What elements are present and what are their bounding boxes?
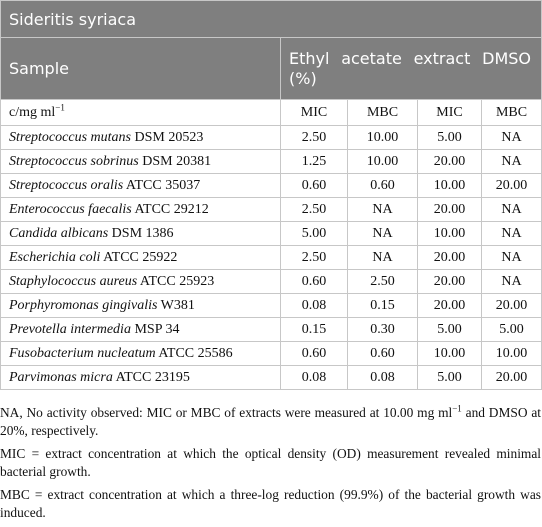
unit-row	[1, 100, 542, 126]
strain-id: W381	[160, 297, 195, 313]
mic-1-cell: 0.60	[281, 270, 348, 294]
mbc-2-cell: 20.00	[482, 294, 542, 318]
table-row	[1, 270, 542, 294]
mbc-2-cell: NA	[482, 246, 542, 270]
mic-1-cell: 2.50	[281, 198, 348, 222]
strain-id: ATCC 29212	[134, 201, 209, 217]
mbc-1-cell: 10.00	[348, 126, 418, 150]
mic-1-cell: 0.60	[281, 342, 348, 366]
mbc-2-cell: NA	[482, 222, 542, 246]
species-name: Escherichia coli	[9, 249, 101, 265]
sample-cell	[1, 150, 281, 174]
mic-1-cell: 2.50	[281, 126, 348, 150]
strain-id: DSM 20381	[142, 153, 212, 169]
species-name: Staphylococcus aureus	[9, 273, 138, 289]
species-name: Porphyromonas gingivalis	[9, 297, 158, 313]
table-row	[1, 342, 542, 366]
mbc-2-cell: NA	[482, 270, 542, 294]
table-title-row	[1, 1, 542, 38]
sample-cell	[1, 270, 281, 294]
strain-id: ATCC 25923	[139, 273, 215, 289]
na-footnote-tail: and DMSO at 20%, respectively.	[0, 405, 541, 438]
table-row	[1, 222, 542, 246]
col-header-mbc-2: MBC	[482, 100, 542, 126]
extract-header: Ethyl acetate extract DMSO (%)	[281, 38, 542, 100]
mbc-2-cell: NA	[482, 126, 542, 150]
mic-2-cell: 20.00	[418, 294, 482, 318]
unit-prefix: c/mg ml	[9, 104, 56, 120]
mbc-1-cell: 0.60	[348, 174, 418, 198]
mic-2-cell: 5.00	[418, 366, 482, 390]
strain-id: ATCC 25922	[103, 249, 178, 265]
na-footnote-superscript: −1	[452, 403, 462, 414]
mic-footnote: MIC = extract concentration at which the optical density (OD) measurement revealed minimal bacterial growth.	[0, 446, 541, 479]
mic-2-cell: 5.00	[418, 126, 482, 150]
sample-cell	[1, 222, 281, 246]
mic-2-cell: 5.00	[418, 318, 482, 342]
mic-1-cell: 0.60	[281, 174, 348, 198]
mbc-1-cell: NA	[348, 222, 418, 246]
mic-2-cell: 10.00	[418, 222, 482, 246]
mic-2-cell: 20.00	[418, 198, 482, 222]
table-row	[1, 126, 542, 150]
table-row	[1, 174, 542, 198]
mbc-2-cell: 5.00	[482, 318, 542, 342]
table-row	[1, 318, 542, 342]
table-row	[1, 198, 542, 222]
mbc-1-cell: 0.30	[348, 318, 418, 342]
mbc-1-cell: 0.60	[348, 342, 418, 366]
mbc-1-cell: 10.00	[348, 150, 418, 174]
strain-id: ATCC 25586	[158, 345, 233, 361]
col-header-mbc-1: MBC	[348, 100, 418, 126]
table-footnotes	[0, 404, 541, 527]
mbc-1-cell: 0.08	[348, 366, 418, 390]
species-name: Enterococcus faecalis	[9, 201, 132, 217]
strain-id: ATCC 23195	[115, 369, 190, 385]
table-title: Sideritis syriaca	[1, 1, 542, 38]
mbc-footnote: MBC = extract concentration at which a three-log reduction (99.9%) of the bacterial growth was induced.	[0, 487, 541, 520]
mbc-2-cell: NA	[482, 150, 542, 174]
mic-1-cell: 0.15	[281, 318, 348, 342]
sample-cell	[1, 126, 281, 150]
sample-cell	[1, 366, 281, 390]
species-name: Streptococcus sobrinus	[9, 153, 139, 169]
species-name: Candida albicans	[9, 225, 109, 241]
mic-2-cell: 20.00	[418, 246, 482, 270]
unit-superscript: −1	[55, 101, 65, 112]
species-name: Streptococcus oralis	[9, 177, 124, 193]
mbc-2-cell: NA	[482, 198, 542, 222]
table-row	[1, 294, 542, 318]
mic-1-cell: 5.00	[281, 222, 348, 246]
sample-cell	[1, 318, 281, 342]
mic-1-cell: 2.50	[281, 246, 348, 270]
species-name: Streptococcus mutans	[9, 129, 131, 145]
sample-cell	[1, 174, 281, 198]
table-row	[1, 150, 542, 174]
mbc-1-cell: 0.15	[348, 294, 418, 318]
strain-id: DSM 1386	[111, 225, 174, 241]
strain-id: MSP 34	[134, 321, 180, 337]
mic-2-cell: 10.00	[418, 174, 482, 198]
mic-1-cell: 0.08	[281, 366, 348, 390]
table-row	[1, 366, 542, 390]
header-row	[1, 38, 542, 100]
species-name: Prevotella intermedia	[9, 321, 131, 337]
mbc-1-cell: NA	[348, 246, 418, 270]
table-row	[1, 246, 542, 270]
mbc-2-cell: 20.00	[482, 174, 542, 198]
sample-cell	[1, 294, 281, 318]
mic-1-cell: 0.08	[281, 294, 348, 318]
strain-id: DSM 20523	[134, 129, 204, 145]
strain-id: ATCC 35037	[125, 177, 201, 193]
mic-2-cell: 20.00	[418, 270, 482, 294]
mic-2-cell: 10.00	[418, 342, 482, 366]
mbc-2-cell: 10.00	[482, 342, 542, 366]
unit-label	[1, 100, 281, 126]
mbc-2-cell: 20.00	[482, 366, 542, 390]
sample-cell	[1, 198, 281, 222]
na-footnote-text: NA, No activity observed: MIC or MBC of extracts were measured at 10.00 mg ml	[0, 405, 453, 420]
col-header-mic-1: MIC	[281, 100, 348, 126]
col-header-mic-2: MIC	[418, 100, 482, 126]
mic-1-cell: 1.25	[281, 150, 348, 174]
na-footnote	[0, 404, 541, 440]
sample-cell	[1, 246, 281, 270]
mbc-1-cell: 2.50	[348, 270, 418, 294]
species-name: Fusobacterium nucleatum	[9, 345, 156, 361]
mic-2-cell: 20.00	[418, 150, 482, 174]
sample-header: Sample	[1, 38, 281, 100]
species-name: Parvimonas micra	[9, 369, 113, 385]
mbc-1-cell: NA	[348, 198, 418, 222]
sample-cell	[1, 342, 281, 366]
